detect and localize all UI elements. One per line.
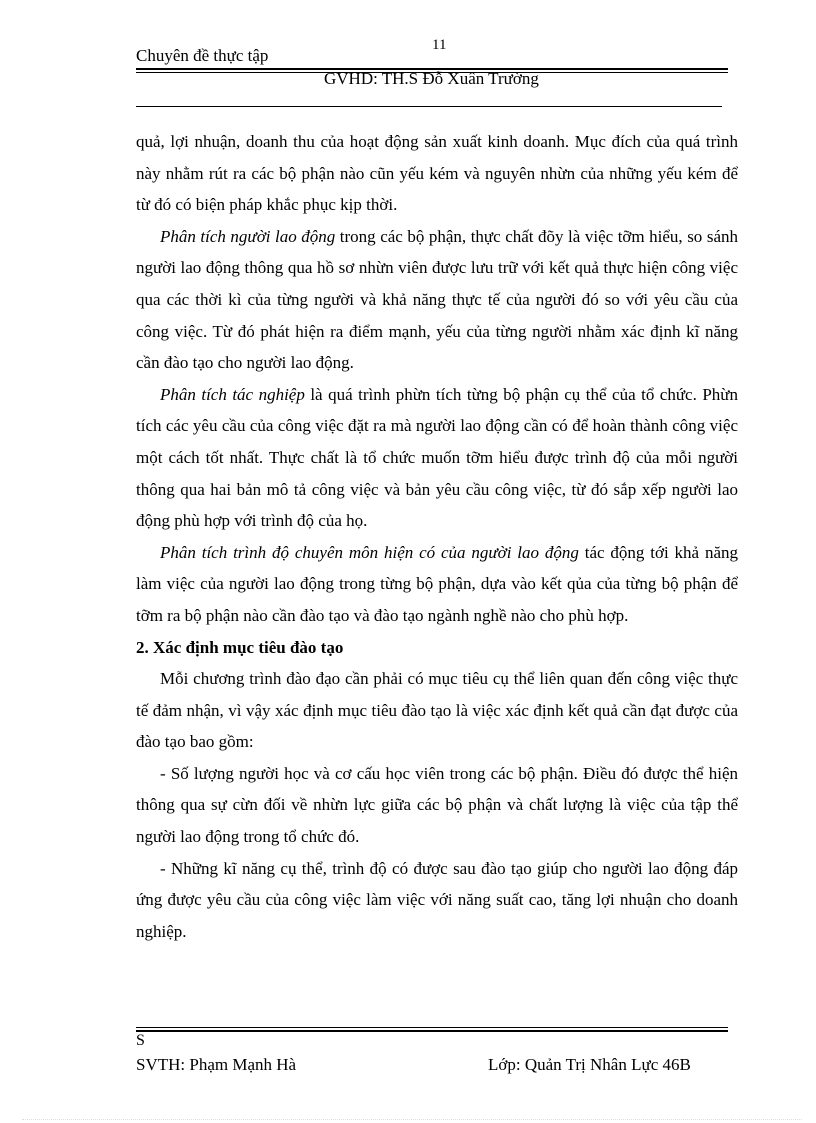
document-body: [136, 126, 738, 947]
footer-rule-top: [136, 1027, 728, 1028]
paragraph-4: [136, 537, 738, 632]
paragraph-2-text: trong các bộ phận, thực chất đõy là việc tỡm hiểu, so sánh người lao động thông qua hồ sơ nhừn viên được lưu trữ với kết quả thực hiện công việc qua các thời kì của từng người và khả năng thực tế của người đó so với yêu cầu của công việc. Từ đó phát hiện ra điểm mạnh, yếu của từng người nhằm xác định kĩ năng cần đào tạo cho người lao động.: [136, 226, 738, 373]
section-title: 2. Xác định mục tiêu đào tạo: [136, 637, 344, 657]
paragraph-2: [136, 221, 738, 379]
page-number: 11: [432, 37, 447, 53]
footer-class: Lớp: Quản Trị Nhân Lực 46B: [488, 1055, 691, 1074]
footer-student: SVTH: Phạm Mạnh Hà: [136, 1055, 297, 1074]
footer-rule-bottom: [136, 1030, 728, 1032]
paragraph-6: - Số lượng người học và cơ cấu học viên trong các bộ phận. Điều đó được thể hiện thông qua sự cừn đối về nhừn lực giữa các bộ phận và chất lượng là việc của tập thể người lao động trong tổ chức đó.: [136, 763, 738, 847]
header-rule-bottom: [136, 106, 722, 107]
paragraph-1: quả, lợi nhuận, doanh thu của hoạt động sản xuất kinh doanh. Mục đích của quá trình này nhằm rút ra các bộ phận nào cũn yếu kém và nguyên nhừn của những yếu kém để từ đó có biện pháp khắc phục kịp thời.: [136, 132, 738, 215]
footer-s-label: S: [136, 1032, 145, 1049]
paragraph-3-emphasis: Phân tích tác nghiệp: [160, 384, 305, 404]
paragraph-2-emphasis: Phân tích người lao động: [160, 226, 336, 246]
paragraph-5: Mỗi chương trình đào đạo cần phải có mục tiêu cụ thể liên quan đến công việc thực tế đảm nhận, vì vậy xác định mục tiêu đào tạo là việc xác định kết quả cần đạt được của đào tạo bao gồm:: [136, 669, 738, 752]
paragraph-3: [136, 379, 738, 537]
header-title: Chuyên đề thực tập: [136, 46, 269, 65]
paragraph-4-text: tác động tới khả năng làm việc của người lao động trong từng bộ phận, dựa vào kết qủa của từng bộ phận để tỡm ra bộ phận nào cần đào tạo và đào tạo ngành nghề nào cho phù hợp.: [136, 542, 738, 625]
page-bottom-dotted-line: [22, 1119, 802, 1120]
paragraph-3-text: là quá trình phừn tích từng bộ phận cụ thể của tổ chức. Phừn tích các yêu cầu của công việc đặt ra mà người lao động cần có để hoàn thành công việc một cách tốt nhất. Thực chất là tổ chức muốn tỡm hiểu được trình độ của mỗi người thông qua hai bản mô tả công việc và bản yêu cầu công việc, từ đó sắp xếp người lao động phù hợp với trình độ của họ.: [136, 384, 738, 531]
paragraph-7: - Những kĩ năng cụ thể, trình độ có được sau đào tạo giúp cho người lao động đáp ứng được yêu cầu của công việc làm việc với năng suất cao, tăng lợi nhuận cho doanh nghiệp.: [136, 858, 738, 941]
supervisor-label: GVHD: TH.S Đỗ Xuân Trường: [324, 69, 539, 88]
paragraph-4-emphasis: Phân tích trình độ chuyên môn hiện có của người lao động: [160, 542, 579, 562]
